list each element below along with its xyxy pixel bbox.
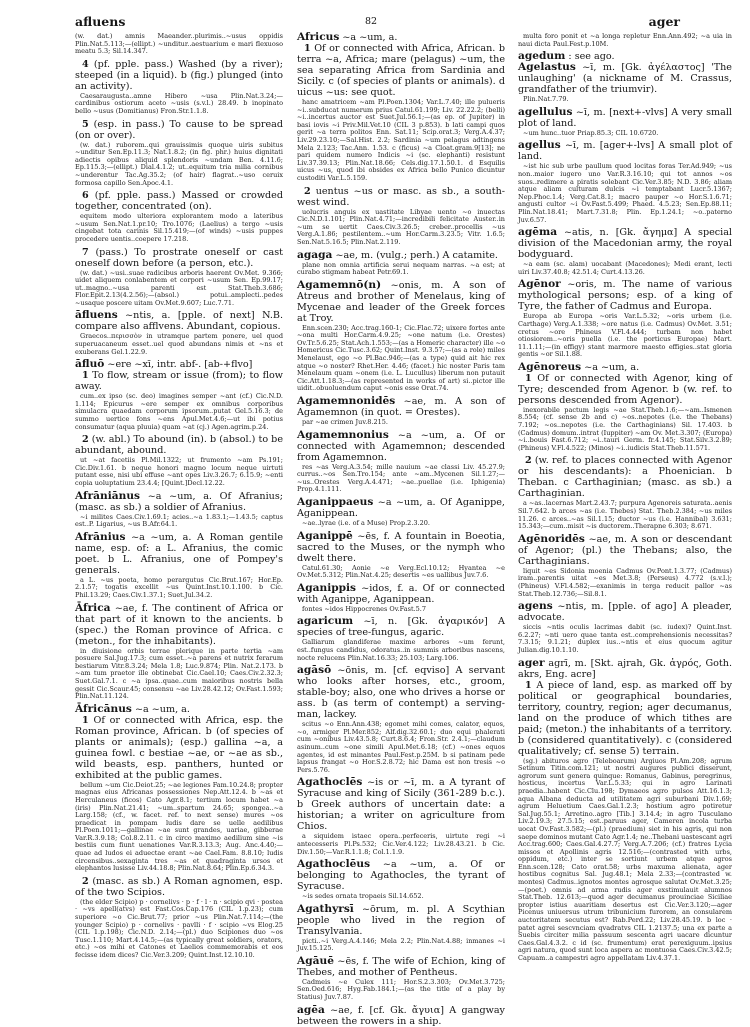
dictionary-entry [518,140,732,162]
sense-number: 1 [82,370,89,382]
dictionary-entry [75,359,283,370]
dictionary-entry [518,534,732,567]
definition-text: ~a ~um, a. [584,361,640,373]
definition-text: ~ēs, f. The wife of Echion, king of Thebes, and mother of Pentheus. [297,955,505,978]
definition-text: ~ōrum, m. pl. A Scythian people who lived in the region of Transylvania. [297,903,505,937]
citation-block: hanc amatricem ~am Pl.Poen.1304; Var.L.7.40; ille pulueris ~i..subducat numerum prius Catul.61.199; Liv. 22.22.2; (belli) ~i..incertus auctor est Suet.Jul.56.1;—(as ep. of Jupiter) in basi iovis ~i Priv.Mil.Vet.10 (CIL 3 p.853). b lati campi quos gerit ~a terra politos Enn. Sat.11; Scip.orat.3; Verg.A.4.37; Liv.29.23.10;—Sal.Hist. 2.2; Sardinia ~um pelagus adtingens Mela 2.123; Tac.Ann. 1.53. c (ficus) ~a Cloat.gram.9[13]; ne pari quidem numero Indicis ~i (sc. elephanti) resistunt Liv.37.39.13; Plin.Nat.18.66; Cels.dig.17.1.50.1. d Esquilis uicus ~us, quod ibi obsides ex Africa bello Punico dicuntur custoditi Var.L.5.159. [297,98,505,182]
sense-number: 1 [82,714,89,726]
headword: Aganippē [297,529,353,542]
sense-definition [75,434,283,456]
sense-definition [75,119,283,141]
citation-block: (w. dat.) amnis Maeander..plurimis..~usus oppidis Plin.Nat.5.113;—(ellipt.) ~unditur..aestuarium e mari flexuoso meatu 5.3; Sil.14.347. [75,32,283,56]
dictionary-entry [297,430,505,463]
sense-definition [518,680,732,757]
headword: Afrāniānus [75,489,140,502]
citation-block: uolucris anguis ex uastitate Libyae uento ~o inuectas Cic.N.D.1.101; Plin.Nat.4.71;—incredibili felicitate Auster..in ~um se uertit Caes.Civ.3.26.5; creber..procellis ~us Verg.A.1.86; pestilentem..~um Hor.Carm.3.23.5; Vitr. 1.6.5; Sen.Nat.5.16.5; Plin.Nat.2.119. [297,207,505,246]
definition-text: A piece of land, esp. as marked off by political or geographical boundaries, territory, country, region; ager decumanus, land on the produce of which tithes are paid; (meton.) the inhabitants of a territory. b (considered quantitatively). c (considered qualitatively; cf. sense 5) terrain. [518,679,732,757]
sense-definition [75,370,283,392]
column-3 [518,32,732,966]
definition-text: ~ī, m. [ager+-lvs] A small plot of land. [518,140,732,163]
headword: ager [518,656,545,669]
definition-text: ~a ~um, a. A Roman gentile name, esp. of: a L. Afranius, the comic poet. b L. Afranius, one of Pompey's generals. [75,531,283,576]
sense-number: 2 [304,185,311,197]
headword: agēma [518,226,558,239]
dictionary-entry [518,107,732,129]
headword: agens [518,600,553,613]
headword: agēa [297,1003,325,1016]
definition-text: ~ae, m. A son of Agamemnon (in quot. = Orestes). [297,396,505,419]
definition-text: ~a ~um, a. Of Afranius; (masc. as sb.) a soldier of Afranius. [75,490,283,513]
citation-block: Enn.scen.230; Acc.trag.160-1; Cic.Flac.72; uixere fortes ante ~ona multi Hor.Carm.4.9.25; ~one natum (i.e. Orestes) Ov.Tr.5.6.25; Stat.Ach.1.553;—(as a Homeric character) ille ~o Homericus Cic.Tusc.3.62; Quint.Inst. 9.3.57;—(as a role) miles Menelaust, ego ~o Pl.Bac.946;—(as a type) quid ait hic rex atque ~o noster? Rhet.Her. 4.46; (facet.) hic noster Paris tam Menelaum quam ~onem (i.e. L. Lucullus) liberum non putauit Cic.Att.1.18.3;—(as represented in works of art) si..pictor ille uidit..obuoluendum caput ~onis esse Orat.74. [297,323,505,393]
headword: agaga [297,248,333,261]
citation-block: ut ~at facetiis Pl.Mil.1322; ut frumento ~am Ps.191; Cic.Div.1.61. b neque honori magno locum neque uirtuti putant esse, nisi ubi effuse ~ant opes Liv.3.26.7; 6.15.9; ~enti copia uoluptatium 23.4.4; [Quint.]Decl.12.22. [75,456,283,487]
citation-block: scitus ~o Enn.Ann.438; egomet mihi comes, calator, equos, ~o, armiger Pl.Mer.852; Alf.dig.32.60.1; duo equi phalerati cum ~onibus Liv.43.5.8; Curt.8.6.4; Fron.Str. 2.4.1;—claudum asinum..cum ~one simili Apul.Met.6.18; (cf.) ~ones equos agentes, id est minantes Paul.Fest.p.25M. b si patinam pede lapsus frangat ~o Hor.S.2.8.72; hic Dama est non tresis ~o Pers.5.76. [297,720,505,774]
sense-number: 5 [82,118,89,130]
citation-block: bellum ~um Cic.Deiot.25; ~ae legiones Fam.10.24.8; propter magnas eius Africanas possessiones Nep.Att.12.4. b ~as et Herculaneus (ficos) Cato Agr.8.1; tertium locum habet ~a (iris) Plin.Nat.21.41; ~um..spartum 24.65; spongea..~a Larg.158; (cf., w. facet. ref. to next sense) mures ~os praedicat in pompam ludis dare se uelle aedilibus Pl.Poen.1011;—gallinae ~ae sunt grandes, uariae, gibberae Var.R.3.9.18; Col.8.2.11. c in circo maximo aedilium sine ~is bestiis cum fiunt uenationes Var.R.3.13.3; Aug. Anc.4.40;—quae ad ludos ei aduectae erant ~ae Cael.Fam. 8.8.10; ludis circensibus..sexaginta tres ~as et quadraginta ursos et elephantos lusisse Liv.44.18.8; Plin.Nat.8.64; Plin.Ep.6.34.3. [75,780,283,873]
page-header [75,14,680,32]
citation-block: equitem modo ulteriora explorantem modo a lateribus ~usum Sen.Nat.1.pr.10; Tro.1076; (Laelius) a tergo ~usis cingebat tota carinis Sil.15.419;—(of winds) ~usis puppes procedere uentis..coepere 17.218. [75,212,283,243]
dictionary-entry [297,583,505,605]
sense-number: 2 [82,434,89,446]
definition-text: ~ī, n. [Gk. ἀγαρικόν] A species of tree-fungus, agaric. [297,616,505,639]
dictionary-entry [75,310,283,332]
dictionary-entry [297,956,505,978]
dictionary-entry [75,704,283,715]
definition-text: To flow, stream or issue (from); to flow away. [75,370,283,393]
dictionary-entry [297,32,505,43]
citation-block: Caesaraugusta..amne Hibero ~usa Plin.Nat.3.24;—cardinibus ostiorum aceto ~usis (s.v.l.) 28.49. b inopinato bello ~usus (Domitianus) Fron.Str.1.1.8. [75,91,283,115]
headword: āfluens [75,309,118,322]
sense-definition [75,876,283,898]
headword: Agathoclēus [297,858,371,871]
dictionary-entry [75,491,283,513]
citation-block: ~um hunc..tuor Priap.85.3; CIL 10.6720. [523,128,659,137]
dictionary-entry [297,250,505,261]
sense-number: 1 [525,679,532,691]
headword: agāsō [297,664,332,677]
page-number: 82 [365,16,378,27]
citation-block: (w. dat.) ~usi..suae radicibus arboris haerent Ov.Met. 9.366; uidet aliquem conlabentem et corpori ~usum Sen. Ep.99.17; ut..magno..~usa parenti est Stat.Theb.3.686; Flor.Epit.2.13(4.2.56);—(absol.) potui..amplecti..pedes ~usaque poscere uitam Ov.Met.9.607; Luc.7.71. [75,268,283,307]
citation-block: ~ae..lyrae (i.e. of a Muse) Prop.2.3.20. [302,519,430,527]
column-2 [297,32,505,1027]
sense-definition [297,43,505,98]
sense-number: 2 [82,875,89,887]
headword: Agēnoridēs [518,532,585,545]
definition-text: ~ae, m. A son or descendant of Agenor; (pl.) the Thebans; also, the Carthaginians. [518,533,732,567]
dictionary-entry [518,279,732,312]
headword: Agāuē [297,954,334,967]
definition-text: ~is or ~ī, m. a A tyrant of Syracuse and king of Sicily (361-289 b.c.). b Greek authors of uncertain date: a historian; a writer on agriculture from Chios. [297,777,505,833]
dictionary-entry [297,531,505,564]
headword: Agēnor [518,278,561,291]
definition-text: (pass.) To prostrate oneself or cast oneself down before (a person, etc.). [75,246,283,269]
dictionary-entry [297,616,505,638]
citation-block: picti..~i Verg.A.4.146; Mela 2.2; Plin.Nat.4.88; inmanes ~i Juv.15.125. [297,936,505,953]
dictionary-entry [297,280,505,324]
citation-block: Europa ab Europa ~oris Var.L.5.32; ~oris urbem (i.e. Carthage) Verg.A.1.338; ~ore natus (i.e. Cadmus) Ov.Met. 3.51; cretus ~ore Phineus V.Fl.4.444; turbam non habet otiosiorem..~oris puella (i.e. the porticus Europae) Mart. 11.1.11;—(in effigy) stant marmore maesto effigies..stat gloria gentis ~or Sil.1.88. [518,312,732,359]
sense-definition [75,59,283,92]
guide-word-right: ager [648,14,680,29]
definition-text: (pf. pple. pass.) Washed (by a river); steeped (in a liquid). b (fig.) plunged (into an activity). [75,58,283,92]
sense-definition [75,715,283,781]
citation-block: (w. dat.) ruborem..qui grauissimis quoque uiris subitus ~unditur Sen.Ep.11.3; Nat.1.8.2; (in fig. phr.) huius dignitati adiectis opibus aliquid splendoris ~undam Ben. 4.11.6; Ep.115.3;—(ellipt.) Dial.4.1.2; ut..equitum tria milia cornibus ~underentur Tac.Ag.35.2; (of hair) flagrat..~uso ceruix formosa capillo Sen.Apoc.4.1. [75,140,283,187]
sense-number: 7 [82,246,89,258]
citation-block: a L. ~us poeta, homo perargutus Cic.Brut.167; Hor.Ep. 2.1.57; togatis excellit ~us Quint.Inst.10.1.100. b Cic. Phil.13.29; Caes.Civ.1.37.1; Suet.Jul.34.2. [75,575,283,599]
headword: Agathoclēs [297,776,363,789]
citation-block: liquit ~es Sidonia moenia Cadmus Ov.Pont.1.3.77; (Cadmus) iram..parentis uitat ~es Met.3.8; (Perseus) 4.772 (s.v.l.); (Phineus) V.Fl.4.582;—exanimis in terga reducit pallor ~as Stat.Theb.12.736;—Sil.8.1. [518,566,732,598]
citation-block: in diuisione orbis terrae plerique in parte tertia ~am posuere Sal.Jug.17.3; cum esset..~a parens et nutrix ferarum bestiarum Vitr.8.3.24; Mela 1.8; Luc.9.874; Plin. Nat.2.173. b ~am tum praetor ille obtinebat Cic.Cael.10; Caes.Civ.2.32.3; Suet.Gal.7.1. c ~a ipsa..quae..cum maioribus nostris bella gessit Cic.Scaur.45; consensu ~ae Liv.28.42.12; Ov.Fast.1.593; Plin.Nat.11.124. [75,646,283,701]
definition-text: (masc. as sb.) A Roman agnomen, esp. of the two Scipios. [75,875,283,898]
citation-block: ~ist hic sub urbe paullum quod locitas foras Ter.Ad.949; ~us non..maior iugero uno Var.R.3.16.10; qui tot annos ~os suos..redimere a piratis solebant Cic.Ver.3.85; N.D. 3.86; aliam atque aliam culturam dulcis ~i temptabant Lucr.5.1367; Nep.Phoc.1.4; Verg.Cat.8.1; macro pauper ~o Hor.S.1.6.71; angusti cultor ~i Ov.Fast.5.499; Phaed. 4.5.23; Sen.Ep.88.11; Plin.Nat.18.41; Mart.7.31.8; Plin. Ep.1.24.1; ~o..paterno Juv.6.57. [518,162,732,224]
definition-text: ~ī, m. [Gk. ἀγέλαστος] 'The unlaughing' (a nickname of M. Crassus, grandfather of the triumvir). [518,62,732,96]
headword: Āfrica [75,601,111,614]
dictionary-entry [518,62,732,95]
definition-text: ~ōnis, m. [cf. eqviso] A servant who looks after horses, etc., groom, stable-boy; also, one who drives a horse or ass. b (as term of contempt) a serving-man, lackey. [297,665,506,721]
dictionary-entry [297,497,505,519]
headword: Agēnoreus [518,360,582,373]
definition-text: ~ntis, m. [pple. of ago] A pleader, advocate. [518,601,732,624]
citation-block: Graecos..περισσὸν in utramque partem ponere, uel quod superuacaneum esset..uel quod abundans nimis et ~ns et exuberans Gel.1.22.9. [75,332,283,356]
headword: Āfricānus [75,702,132,715]
citation-block: ~i milites Caes.Civ.1.69.1; acies..~a 1.83.1;—1.43.5; captus est..P. Ligarius, ~us B.Afr.64.1. [75,512,283,529]
definition-text: ~ae, f. The continent of Africa or that part of it known to the ancients. b (spec.) the Roman province of Africa. c (meton., for the inhabitants). [75,602,283,647]
definition-text: ~idos, f. a. Of or connected with Aganippe, Aganippean. [297,582,505,605]
definition-text: ~oris, m. The name of various mythological persons; esp. of a king of Tyre, the father of Cadmus and Europa. [518,279,733,313]
citation-block: fontes ~idos Hippocrenes Ov.Fast.5.7 [302,604,426,613]
citation-block: Galliarum glandiferae maxime arbores ~um ferunt, est..fungus candidus, odoratus..in summis arboribus nascens, nocte relucens Plin.Nat.16.33; 25.103; Larg.106. [297,638,505,662]
definition-text: ~atis, n. [Gk. ἄγημα] A special division of the Macedonian army, the royal bodyguard. [518,227,732,261]
sense-definition [518,455,732,499]
sense-number: 6 [82,190,89,202]
headword: Aganippaeus [297,496,374,508]
sense-definition [75,190,283,212]
citation-block: Catul.61.30; Aonie ~e Verg.Ecl.10.12; Hyantea ~e Ov.Met.5.312; Plin.Nat.4.25; desertis ~es uallibus Juv.7.6. [297,563,505,580]
dictionary-entry [297,777,505,832]
definition-text: (pf. pple. pass.) Massed or crowded together, concentrated (on). [75,190,283,213]
citation-block: inexorabile pactum legis ~ae Stat.Theb.1.6;—~am..Ismenen 8.554; (cf. sense 2b and c) ~os..nepotes (i.e. the Thebans) 7.192; ~os..nepotes (i.e. the Carthaginians) Sil. 17.403. b (Cadmus) domum..intrat (Iuppiter) ~am Ov. Met.3.307; (Europa) ~i..bouis Fast.6.712; ~i..tauri Germ. fr.4.145; Stat.Silv.3.2.89; (Phineus) V.Fl.4.522; (Minos) ~i..iudicis Stat.Theb.11.571. [518,405,732,452]
citation-block: multa foro ponit et ~a longa repletur Enn.Ann.492; ~a uia in naui dicta Paul.Fest.p.10M. [518,32,732,48]
sense-definition [297,186,505,208]
headword: agedum [518,50,566,63]
dictionary-entry [75,532,283,576]
definition-text: uentus ~us or masc. as sb., a south-west wind. [297,185,505,208]
definition-text: agrī, m. [Skt. ajrah, Gk. ἀγρός, Goth. akrs, Eng. acre] [518,657,732,680]
sense-number: 1 [525,372,532,384]
headword: agaricum [297,615,354,628]
definition-text: ~ntis, a. [pple. of next] N.B. compare also afflvens. Abundant, copious. [75,310,283,333]
sense-definition [75,247,283,269]
guide-word-left: afluens [75,14,126,29]
headword: Agathyrsī [297,902,354,915]
citation-block: ~a eam (sc. alam) uocabant (Macedones); Medi erant, lecti uiri Liv.37.40.8; 42.51.4; Curt.4.13.26. [518,260,732,276]
citation-block: plane non omnia artificia serui nequam narras. ~a est; at curabo stigmam habeat Petr.69.1. [297,260,505,277]
dictionary-entry [518,658,732,680]
sense-number: 1 [304,43,311,54]
headword: agellus [518,139,561,152]
headword: Agamemnonius [297,428,389,441]
citation-block: res ~as Verg.A.3.54; mille nauium ~ae classi Liv. 45.27.9; currus..~os Sen.Tro.154; ante ~am..Mycenen Sil.1.27;—~us..Orestes Verg.A.4.471; ~ae..puellae (i.e. Iphigenia) Prop.4.1.111. [297,462,505,494]
dictionary-entry [518,227,732,260]
citation-block: cum..ex ipso (sc. deo) imagines semper ~ant (cf.) Cic.N.D. 1.114; Epicurus ~ere semper ex omnibus corporibus simulacra quaedam corporum ipsorum..putat Gel.5.16.3; de summo uertice fons ~ens Apul.Met.4.6;—ut ibi potius consumatur (aqua pluuia) quam ~at (cj.) Agen.agrim.p.24. [75,392,283,431]
column-1 [75,32,283,963]
citation-block: Cadmeis ~e Culex 111; Hor.S.2.3.303; Ov.Met.3.725; Sen.Oed.616; Hyg.Fab.184.1;—(as the title of a play by Statius) Juv.7.87. [297,977,505,1002]
citation-block: (the elder Scipio) p · cornelivs · p · f · l · n · scipio qvi · postea · ~vs apell(atvs) est Fast.Cos.Cap.176 (CIL 1.p.23); cum superiore ~o Cic.Brut.77; prior ~us Plin.Nat.7.114;—(the younger Scipio) p · cornelivs · pavlli · f · scipio ~vs Elog.25 (CIL 1.p.198); Cic.N.D. 2.14;—(pl.) duo Scipiones duo ~os Tusc.1.110; Mart.4.14.5;—(as typically great soldiers, orators, etc.) ~os mihi et Catones et Laelios commemorabis et eos fecisse idem dices? Cic.Ver.3.209; Quint.Inst.12.10.10. [75,897,283,959]
definition-text: Of or connected with Agenor, king of Tyre; descended from Agenor. b (w. ref. to persons descended from Agenor). [518,372,732,406]
headword: agellulus [518,105,573,118]
definition-text: ~a ~um, a. [134,703,190,715]
definition-text: (esp. in pass.) To cause to be spread (on or over). [75,118,283,141]
headword: āfluō [75,358,105,371]
headword: Agelastus [518,61,576,74]
citation-block: ~is sedes ornata tropaeis Sil.14.652. [302,892,424,901]
definition-text: Of or connected with Africa, esp. the Roman province, African. b (of species of plants or animals); (esp.) gallina ~a, a guinea fowl. c bestiae ~ae, or ~ae as sb., wild beasts, esp. panthers, hunted or exhibited at the public games. [75,714,283,781]
definition-text: ~ī, m. [next+-vlvs] A very small plot of land. [518,106,732,129]
definition-text: ~ae, f. [cf. Gk. ἄγυια] A gangway between the rowers in a ship. [297,1004,505,1027]
definition-text: (w. ref. to places connected with Agenor or his descendants): a Phoenician. b Theban. c Carthaginian; (masc. as sb.) a Carthaginian. [518,455,732,500]
citation-block: (sg.) abituros agro (Teleboarum) Argiuos Pl.Am.208; agrum Setinum Titin.com.121; ut nostri augures publici disserunt, agrorum sunt genera quinque: Romanus, Gabinus, peregrinus, hosticus, incertus Var.L.5.33; qui in agro Larinati praedia..habent Cic.Clu.198; Dymaeos agro pulsos Att.16.1.3; aqua Albana deducta ad utilitatem agri suburbani Div.1.69; agrum Heluetium Caes.Gal.1.2.3; hostium agro potiretur Sal.Jug.55.1; Arretino..agro [Tib.] 3.14.4; in agro Tusculano Liv.2.19.3; 27.5.15; est..paruus ager, Cameren incola turba uocat Ov.Fast.3.582;—(pl.) (praedium) siet in his agris, qui non saepe dominos mutant Cato Agr.1.4; ne..Thebani uastescant agri Acc.trag.600; Caes.Gal.4.27.7; Verg.A.7.206; (cf.) fratres Lycia missos et Apollinis agris 12.516;—(contrasted with urbs, oppidum, etc.) inter se sortiunt urbem atque agros Enn.scen.128; Cato orat.58; urbs maxuma alienata, ager hostibus cognitus Sal. Jug.48.1; Mela 2.33;—(contrasted w. montes) Cadmus..ignotos montes agrosque salutat Ov.Met.3.25;—(poet.) omnis ad arma rudis ager exstimulauit alumnos Stat.Theb. 12.613;—quod ager decumanus prouinciae Siciliae propter istius auaritiam desertus est Cic.Ver.3.120;—ager Picenus uniuersus utrum tribunicium furorem, an consularem auctoritatem secutus est? Rab.Perd.22; Liv.28.45.19. b loc · patet agrei sescvnciam qvadratvs CIL 1.2137.5; una ex parte a Suebis circiter milia passuum sescenta agri uacare dicuntur Caes.Gal.4.3.2. c id (sc. frumentum) erat perexiguum..ipsius agri natura, quod sunt loca aspera ac montuosa Caes.Civ.3.42.5; Capuam..a campestri agro appellatam Liv.4.37.1. [518,756,732,962]
citation-block: a ~as..lacernas Mart.2.43.7; purpura Agenoreis saturata..aenis Sil.7.642. b arces ~as (i.e. Thebes) Stat. Theb.2.384; ~us miles 11.26. c arces..~as Sil.1.15; ductor ~us (i.e. Hannibal) 3.631; 15.343;—cum..misit ~is ductorem..Therapne 6.303; 8.671. [518,499,733,531]
sense-number: 2 [525,455,532,467]
definition-text: ~a ~um, a. Of or belonging to Agathocles, the tyrant of Syracuse. [297,859,505,893]
definition-text: ~ae, m. (vulg.; perh.) A catamite. [335,249,498,261]
headword: Aganippis [297,581,357,594]
dictionary-entry [297,665,505,720]
dictionary-entry [297,396,505,418]
citation-block: par ~ae crimen Juv.8.215. [302,418,388,427]
definition-text: ~a ~um, a. Of or connected with Agamemnon; descended from Agamemnon. [297,429,505,463]
dictionary-entry [518,362,732,373]
definition-text: ~a ~um, a. [342,32,398,43]
definition-text: ~ere ~xī, intr. abf-. [ab-+flvo] [107,359,253,371]
dictionary-entry [297,859,505,892]
definition-text: : see ago. [568,51,615,63]
definition-text: Of or connected with Africa, African. b terra ~a, Africa; mare (pelagus) ~um, the sea separating Africa from Sardinia and Sicily. c (of species of plants or animals). d uicus ~us: see quot. [297,43,505,98]
definition-text: ~a ~um, a. Of Aganippe, Aganippean. [297,497,505,519]
definition-text: ~onis, m. A son of Atreus and brother of Menelaus, king of Mycenae and leader of the Greek forces at Troy. [297,279,505,324]
headword: Africus [297,31,340,43]
citation-block: a siquidem istaec opera..perfeceris, uirtute regi ~i antecesseris Pl.Ps.532; Cic.Ver.4.122; Liv.28.43.21. b Cic. Div.1.50;—Var.R.1.1.8; Col.1.1.9. [297,832,505,856]
sense-definition [518,373,732,406]
citation-block: Plin.Nat.7.79. [523,95,569,104]
dictionary-entry [297,904,505,937]
definition-text: (w. abl.) To abound (in). b (absol.) to be abundant, abound. [75,434,283,457]
headword: Afrānius [75,530,126,543]
definition-text: ~ēs, f. A fountain in Boeotia, sacred to the Muses, or the nymph who dwelt there. [297,530,505,564]
dictionary-entry [297,1005,505,1027]
citation-block: siccis ~ntis oculis lacrimas dabit (sc. iudex)? Quint.Inst. 6.2.27; ~nti uero quae tanta est..comprehensionis necessitas? 7.3.15; 9.1.21; duplex ius..~ntis et eius quocum agitur Julian.dig.10.1.10. [518,623,732,654]
headword: Agamemnonidēs [297,395,396,408]
headword: Agamemnō(n) [297,278,382,291]
sense-number: 4 [82,58,89,70]
dictionary-entry [75,603,283,647]
dictionary-entry [518,601,732,623]
